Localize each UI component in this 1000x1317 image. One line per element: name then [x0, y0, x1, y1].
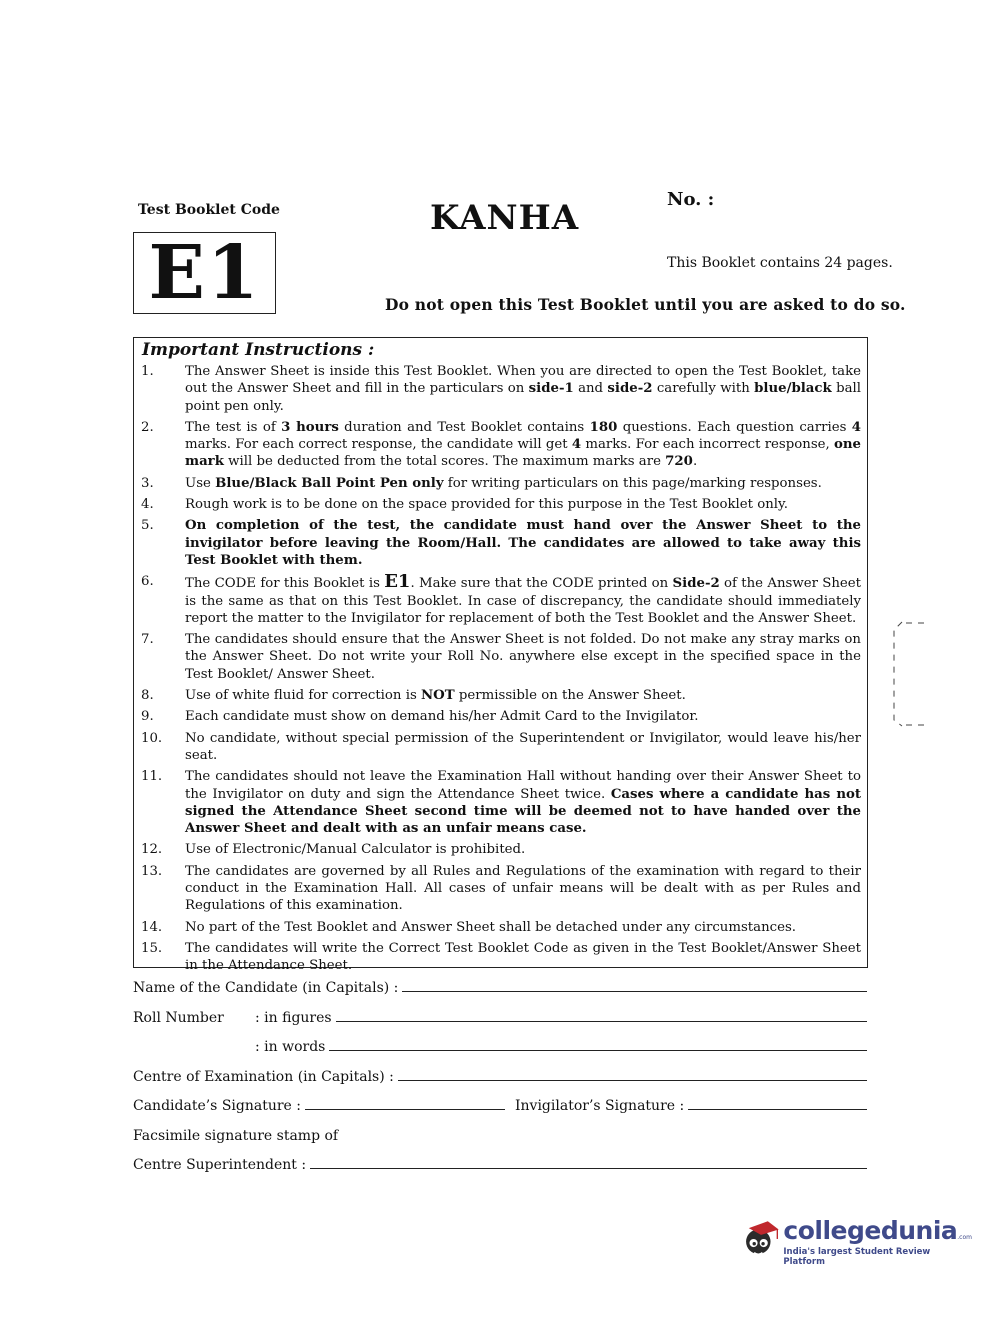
- instruction-text: No part of the Test Booklet and Answer Sheet shall be detached under any circumstances.: [185, 919, 797, 935]
- invigilator-signature-field[interactable]: [688, 1109, 867, 1110]
- in-figures-label: : in figures: [255, 1010, 332, 1026]
- instruction-text: Use of Electronic/Manual Calculator is prohibited.: [185, 842, 526, 858]
- instruction-text: The candidates will write the Correct Test Booklet Code as given in the Test Booklet/Answer Sheet in the Attendance Sheet.: [185, 940, 861, 974]
- instruction-item: [137, 841, 863, 858]
- instruction-item: [137, 708, 863, 725]
- instruction-item: [137, 687, 863, 704]
- facsimile-row: [133, 1128, 338, 1144]
- instruction-item: [137, 419, 863, 471]
- instruction-text: The CODE for this Booklet is E1. Make sure that the CODE printed on Side-2 of the Answer Sheet is the same as that on this Test Booklet. In case of discrepancy, the candidate should immediately report the matter to the Invigilator for replacement of both the Test Booklet and the Answer Sheet.: [185, 571, 861, 626]
- roll-figures-field[interactable]: [336, 1021, 867, 1022]
- invigilator-signature-label: Invigilator’s Signature :: [515, 1098, 685, 1114]
- collegedunia-watermark: [742, 1208, 972, 1278]
- instruction-number: 9.: [141, 709, 154, 725]
- centre-superintendent-row: [133, 1157, 867, 1173]
- do-not-open-notice: Do not open this Test Booklet until you are asked to do so.: [385, 295, 906, 314]
- in-words-label: : in words: [255, 1039, 326, 1055]
- instruction-number: 13.: [141, 863, 163, 879]
- candidate-signature-label: Candidate’s Signature :: [133, 1098, 301, 1114]
- instruction-number: 14.: [141, 919, 163, 935]
- cut-mark: [890, 620, 932, 728]
- brand-tagline: India's largest Student Review Platform: [783, 1247, 931, 1267]
- instruction-text: Use Blue/Black Ball Point Pen only for writing particulars on this page/marking responses.: [185, 475, 822, 491]
- centre-label: Centre of Examination (in Capitals) :: [133, 1069, 394, 1085]
- centre-row: [133, 1069, 867, 1085]
- page-title: KANHA: [430, 198, 580, 238]
- instruction-number: 3.: [141, 475, 154, 491]
- instruction-item: [137, 919, 863, 936]
- instruction-number: 2.: [141, 419, 154, 435]
- instruction-text: Each candidate must show on demand his/her Admit Card to the Invigilator.: [185, 709, 699, 725]
- candidate-name-row: [133, 980, 867, 996]
- instruction-text: The candidates are governed by all Rules and Regulations of the examination with regard to their conduct in the Examination Hall. All cases of unfair means will be dealt with as per Rules and Regulations of this examination.: [185, 863, 861, 914]
- instruction-item: [137, 940, 863, 975]
- instruction-item: [137, 496, 863, 513]
- instructions-title: Important Instructions :: [142, 340, 375, 360]
- instruction-item: [137, 475, 863, 492]
- instruction-item: [137, 631, 863, 683]
- instructions-box: [133, 337, 868, 974]
- instruction-text: Rough work is to be done on the space provided for this purpose in the Test Booklet only.: [185, 497, 788, 513]
- instructions-list: [137, 363, 863, 975]
- instruction-text: The candidates should not leave the Examination Hall without handing over their Answer Sheet to the Invigilator on duty and sign the Attendance Sheet twice. Cases where a candidate has not signed the Attendance Sheet second time will be deemed not to have handed over the Answer Sheet and dealt with as an unfair means case.: [185, 769, 861, 837]
- instruction-number: 4.: [141, 497, 154, 513]
- instruction-number: 7.: [141, 632, 154, 648]
- instruction-text: The candidates should ensure that the Answer Sheet is not folded. Do not make any stray marks on the Answer Sheet. Do not write your Roll No. anywhere else except in the specified space in the Test Booklet/ Answer Sheet.: [185, 632, 861, 682]
- instruction-item: [137, 768, 863, 837]
- candidate-signature-field[interactable]: [305, 1109, 505, 1110]
- roll-number-label: Roll Number: [133, 1010, 224, 1026]
- mascot-logo-icon: [742, 1208, 781, 1274]
- roll-figures-row: [133, 1010, 867, 1026]
- booklet-code-label: Test Booklet Code: [138, 202, 280, 218]
- booklet-number-label: No. :: [667, 189, 715, 210]
- roll-words-row: [255, 1039, 867, 1055]
- centre-superintendent-label: Centre Superintendent :: [133, 1157, 307, 1173]
- roll-words-field[interactable]: [329, 1050, 867, 1051]
- instruction-text: On completion of the test, the candidate must hand over the Answer Sheet to the invigilator before leaving the Room/Hall. The candidates are allowed to take away this Test Booklet with them.: [185, 518, 861, 568]
- instruction-text: The test is of 3 hours duration and Test Booklet contains 180 questions. Each question carries 4 marks. For each correct response, the candidate will get 4 marks. For each incorrect response, one mark will be deducted from the total scores. The maximum marks are 720.: [185, 419, 862, 470]
- signature-row: [133, 1098, 867, 1114]
- brand-suffix: .com: [957, 1234, 972, 1241]
- instruction-item: [137, 730, 863, 765]
- instruction-text: No candidate, without special permission of the Superintendent or Invigilator, would leave his/her seat.: [185, 730, 861, 763]
- instruction-number: 1.: [141, 364, 154, 379]
- candidate-name-label: Name of the Candidate (in Capitals) :: [133, 980, 399, 996]
- instruction-number: 10.: [141, 730, 163, 746]
- centre-superintendent-field[interactable]: [310, 1168, 867, 1169]
- candidate-name-field[interactable]: [402, 991, 867, 992]
- pages-note: This Booklet contains 24 pages.: [667, 255, 893, 271]
- instruction-number: 15.: [141, 940, 163, 956]
- instruction-number: 5.: [141, 518, 154, 534]
- instruction-text: Use of white fluid for correction is NOT permissible on the Answer Sheet.: [185, 688, 686, 704]
- instruction-item: [137, 517, 863, 569]
- instruction-text: The Answer Sheet is inside this Test Booklet. When you are directed to open the Test Booklet, take out the Answer Sheet and fill in the particulars on side-1 and side-2 carefully with blue/black ball point pen only.: [185, 364, 862, 414]
- instruction-number: 12.: [141, 842, 163, 858]
- booklet-code-box: E1: [133, 232, 276, 314]
- instruction-number: 8.: [141, 688, 154, 704]
- brand-name: collegedunia: [783, 1216, 958, 1245]
- instruction-number: 6.: [141, 574, 154, 590]
- instruction-item: [137, 363, 863, 415]
- facsimile-label: Facsimile signature stamp of: [133, 1128, 339, 1144]
- instruction-number: 11.: [141, 769, 163, 785]
- centre-field[interactable]: [398, 1080, 867, 1081]
- instruction-item: [137, 863, 863, 915]
- instruction-item: [137, 573, 863, 627]
